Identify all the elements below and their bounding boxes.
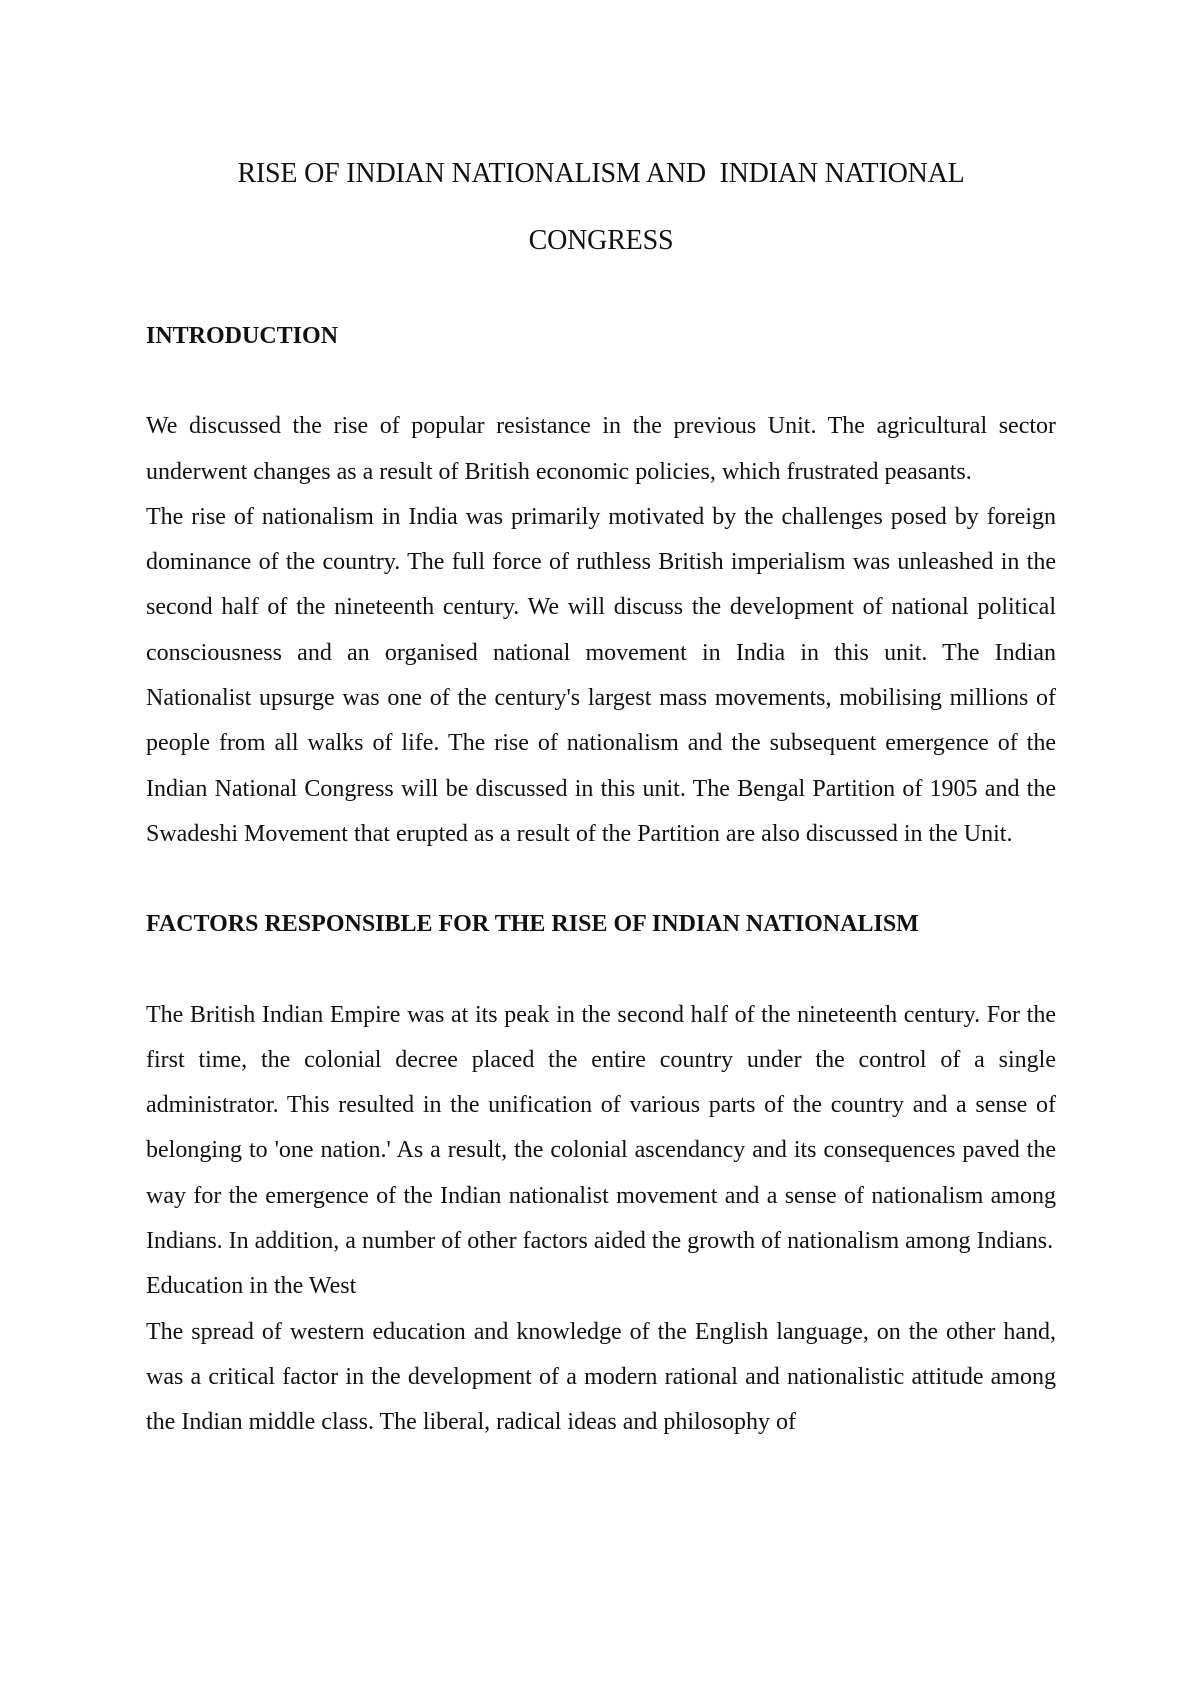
education-subheading: Education in the West: [146, 1273, 357, 1300]
document-title-line-2: CONGRESS: [528, 225, 674, 256]
factors-paragraph-1: The British Indian Empire was at its peak in the second half of the nineteenth century. For the first time, the colonial decree placed the entire country under the control of a single administrator. This resulted in the unification of various parts of the country and a sense of belonging to 'one nation.' As a result, the colonial ascendancy and its consequences paved the way for the emergence of the Indian nationalist movement and a sense of nationalism among Indians. In addition, a number of other factors aided the growth of nationalism among Indians.: [146, 1001, 1056, 1255]
document-content: [146, 140, 1056, 1446]
introduction-heading: INTRODUCTION: [146, 323, 339, 349]
document-title-line-1: RISE OF INDIAN NATIONALISM AND INDIAN NATIONAL: [237, 158, 965, 189]
introduction-paragraph-1: We discussed the rise of popular resistance in the previous Unit. The agricultural sector underwent changes as a result of British economic policies, which frustrated peasants.: [146, 413, 1056, 485]
document-title: [146, 140, 1056, 274]
factors-heading: FACTORS RESPONSIBLE FOR THE RISE OF INDIAN NATIONALISM: [146, 911, 919, 938]
introduction-paragraph-2: The rise of nationalism in India was primarily motivated by the challenges posed by foreign dominance of the country. The full force of ruthless British imperialism was unleashed in the second half of the nineteenth century. We will discuss the development of national political consciousness and an organised national movement in India in this unit. The Indian Nationalist upsurge was one of the century's largest mass movements, mobilising millions of people from all walks of life. The rise of nationalism and the subsequent emergence of the Indian National Congress will be discussed in this unit. The Bengal Partition of 1905 and the Swadeshi Movement that erupted as a result of the Partition are also discussed in the Unit.: [146, 503, 1056, 847]
factors-paragraph-2: The spread of western education and knowledge of the English language, on the other hand, was a critical factor in the development of a modern rational and nationalistic attitude among the Indian middle class. The liberal, radical ideas and philosophy of: [146, 1318, 1056, 1436]
